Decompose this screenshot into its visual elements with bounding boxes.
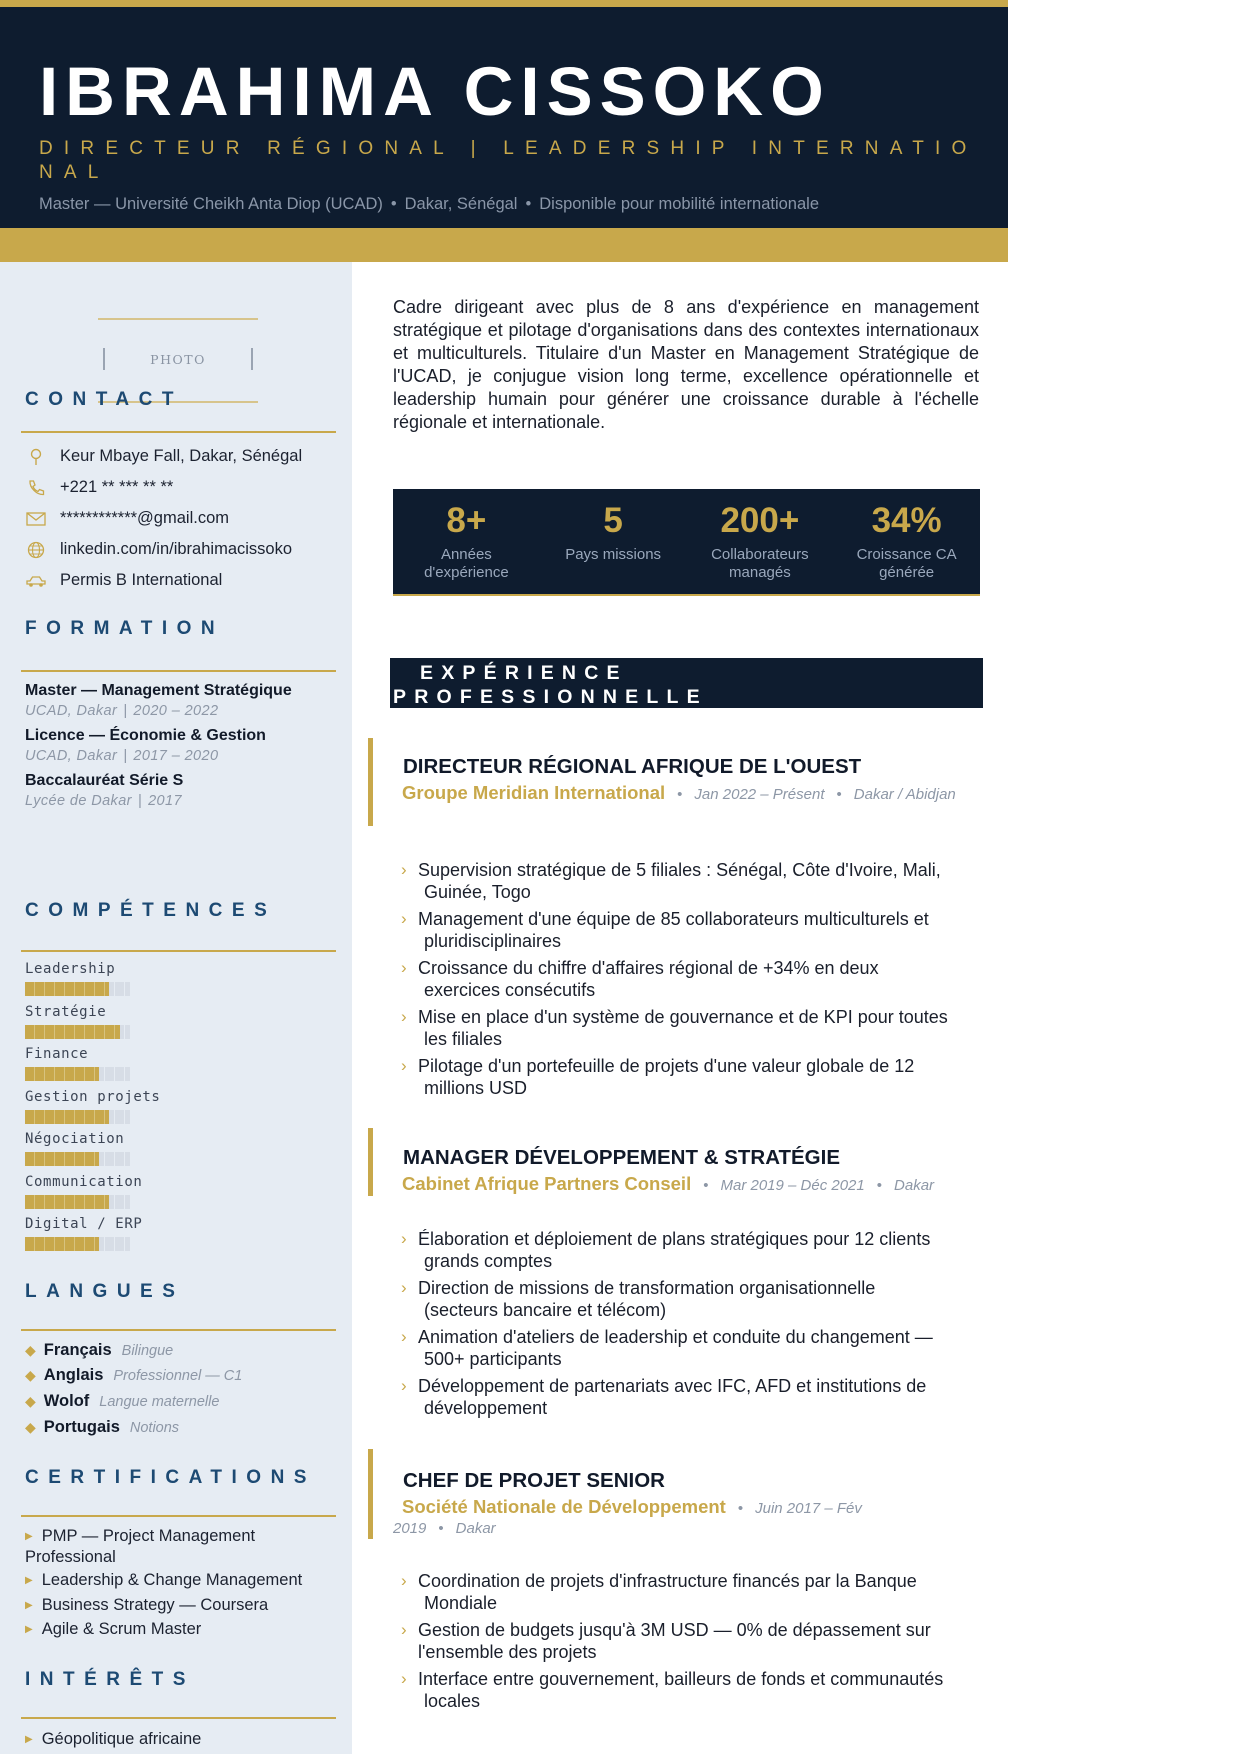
job-bullet: › Management d'une équipe de 85 collaborateurs multiculturels et pluridisciplinaires	[401, 909, 929, 951]
education-school: Lycée de Dakar | 2017	[25, 793, 182, 809]
skill-item	[25, 1175, 142, 1209]
certifications-heading: CERTIFICATIONS	[25, 1467, 316, 1488]
language-level: Professionnel — C1	[113, 1368, 243, 1384]
competences-rule	[21, 950, 336, 952]
profile-summary: Cadre dirigeant avec plus de 8 ans d'expérience en management stratégique et pilotage d'organisations dans des contextes internationaux et multiculturels. Titulaire d'un Master en Management Stratégique de l'UCAD, je conjugue vision long terme, excellence opérationnelle et leadership humain pour générer une croissance durable à l'échelle régionale et internationale.	[393, 297, 979, 432]
job-title: DIRECTEUR RÉGIONAL AFRIQUE DE L'OUEST	[403, 755, 862, 778]
stat-label: Collaborateurs managés	[711, 546, 809, 581]
experience-heading	[390, 658, 983, 708]
job-entry	[368, 1449, 988, 1729]
skill-level-bar	[25, 1067, 130, 1081]
job-meta: Groupe Meridian International • Jan 2022 – Présent • Dakar / Abidjan	[402, 782, 956, 803]
job-accent-bar	[368, 738, 373, 826]
skill-level-bar	[25, 982, 130, 996]
job-dates: Jan 2022 – Présent	[694, 786, 825, 803]
skill-level-fill	[25, 1152, 99, 1166]
certification-item: ▶ Business Strategy — Coursera	[25, 1596, 269, 1614]
job-bullets	[401, 859, 971, 1104]
job-title: MANAGER DÉVELOPPEMENT & STRATÉGIE	[403, 1146, 840, 1169]
skill-level-bar	[25, 1152, 130, 1166]
education-degree: Baccalauréat Série S	[25, 772, 184, 789]
skill-item	[25, 1090, 160, 1124]
contact-email[interactable]	[25, 509, 229, 528]
stat-item	[833, 489, 980, 594]
language-item	[25, 1341, 173, 1360]
job-bullets	[401, 1228, 971, 1424]
bullet-icon: ▶	[25, 1624, 33, 1635]
interest-item: ▶ Géopolitique africaine	[25, 1730, 202, 1748]
stat-item	[540, 489, 687, 594]
experience-heading-text: EXPÉRIENCE PROFESSIONNELLE	[393, 662, 708, 708]
language-name: Portugais	[43, 1418, 120, 1436]
education-school: UCAD, Dakar | 2017 – 2020	[25, 748, 219, 764]
education-item	[25, 728, 266, 764]
diamond-icon: ◆	[25, 1342, 36, 1358]
job-bullet: › Gestion de budgets jusqu'à 3M USD — 0% de dépassement sur l'ensemble des projets	[401, 1620, 931, 1662]
contact-address-text: Keur Mbaye Fall, Dakar, Sénégal	[60, 447, 303, 465]
contact-heading: CONTACT	[25, 389, 183, 410]
header	[0, 7, 1008, 228]
meta-mobility: Disponible pour mobilité internationale	[539, 195, 820, 213]
langues-rule	[21, 1329, 336, 1331]
skill-level-fill	[25, 982, 109, 996]
skill-level-bar	[25, 1025, 130, 1039]
skill-name: Stratégie	[25, 1003, 107, 1020]
job-bullet: › Coordination de projets d'infrastructure financés par la Banque Mondiale	[401, 1571, 917, 1613]
language-name: Anglais	[43, 1366, 104, 1384]
bullet-icon: ▶	[25, 1531, 33, 1542]
stat-value: 5	[603, 501, 623, 540]
meta-education: Master — Université Cheikh Anta Diop (UCAD)	[39, 195, 383, 213]
header-gold-band	[0, 228, 1008, 262]
job-company: Groupe Meridian International	[402, 782, 666, 803]
job-accent-bar	[368, 1449, 373, 1539]
skill-item	[25, 1132, 130, 1166]
skill-item	[25, 1217, 142, 1251]
contact-license	[25, 571, 222, 590]
contact-linkedin-text[interactable]: linkedin.com/in/ibrahimacissoko	[60, 540, 293, 558]
certification-item: ▶ PMP — Project Management Professional	[25, 1527, 256, 1566]
job-bullet: › Interface entre gouvernement, bailleurs de fonds et communautés locales	[401, 1669, 944, 1711]
language-name: Français	[43, 1341, 112, 1359]
langues-heading: LANGUES	[25, 1281, 185, 1302]
stat-label: Pays missions	[565, 546, 662, 563]
contact-phone-text: +221 ** *** ** **	[60, 478, 174, 496]
language-item	[25, 1418, 179, 1437]
contact-phone	[25, 478, 173, 497]
job-accent-bar	[368, 1128, 373, 1196]
candidate-name: IBRAHIMA CISSOKO	[39, 53, 831, 130]
stat-value: 34%	[871, 501, 942, 540]
language-item	[25, 1392, 219, 1411]
map-pin-icon	[25, 448, 47, 466]
key-stats	[393, 489, 980, 596]
job-entry	[368, 738, 988, 1098]
job-bullet: › Animation d'ateliers de leadership et conduite du changement — 500+ participants	[401, 1327, 933, 1369]
phone-icon	[25, 479, 47, 497]
formation-rule	[21, 670, 336, 672]
diamond-icon: ◆	[25, 1393, 36, 1409]
envelope-icon	[25, 510, 47, 528]
competences-heading: COMPÉTENCES	[25, 900, 277, 921]
job-company: Société Nationale de Développement	[402, 1496, 726, 1517]
contact-license-text: Permis B International	[60, 571, 223, 589]
interets-heading: INTÉRÊTS	[25, 1669, 195, 1690]
meta-location: Dakar, Sénégal	[404, 195, 518, 213]
stat-value: 200+	[720, 501, 800, 540]
globe-icon	[25, 541, 47, 559]
job-meta: Société Nationale de Développement • Juin 2017 – Fév 2019 • Dakar	[393, 1496, 862, 1537]
language-level: Notions	[129, 1420, 180, 1436]
bullet-icon: ▶	[25, 1575, 33, 1586]
contact-address	[25, 447, 302, 466]
education-item	[25, 683, 292, 719]
meta-separator: •	[525, 195, 532, 213]
diamond-icon: ◆	[25, 1367, 36, 1383]
job-bullet: › Développement de partenariats avec IFC, AFD et institutions de développement	[401, 1376, 927, 1418]
photo-label: PHOTO	[150, 352, 206, 367]
stat-value: 8+	[446, 501, 487, 540]
skill-level-fill	[25, 1237, 99, 1251]
certification-item: ▶ Agile & Scrum Master	[25, 1620, 202, 1638]
header-meta	[39, 195, 819, 214]
job-bullet: › Direction de missions de transformation organisationnelle (secteurs bancaire et télécom)	[401, 1278, 876, 1320]
skill-name: Digital / ERP	[25, 1216, 143, 1232]
skill-item	[25, 1047, 130, 1081]
bullet-icon: ▶	[25, 1734, 33, 1745]
job-location: Dakar	[894, 1177, 935, 1194]
skill-name: Communication	[25, 1173, 143, 1190]
education-degree: Licence — Économie & Gestion	[25, 727, 266, 744]
stat-item	[393, 489, 540, 594]
skill-level-bar	[25, 1195, 130, 1209]
skill-level-fill	[25, 1195, 109, 1209]
car-icon	[25, 572, 47, 590]
job-title: CHEF DE PROJET SENIOR	[403, 1469, 665, 1492]
job-bullet: › Pilotage d'un portefeuille de projets d'une valeur globale de 12 millions USD	[401, 1056, 915, 1098]
job-bullet: › Mise en place d'un système de gouvernance et de KPI pour toutes les filiales	[401, 1007, 948, 1049]
job-entry	[368, 1128, 988, 1428]
job-meta: Cabinet Afrique Partners Conseil • Mar 2019 – Déc 2021 • Dakar	[402, 1173, 935, 1194]
stat-label: Années d'expérience	[424, 546, 509, 581]
job-location: Dakar	[455, 1520, 496, 1537]
skill-item	[25, 1005, 130, 1039]
job-location: Dakar / Abidjan	[853, 786, 956, 803]
interets-rule	[21, 1717, 336, 1719]
skill-level-fill	[25, 1067, 99, 1081]
skill-name: Finance	[25, 1046, 89, 1062]
education-degree: Master — Management Stratégique	[25, 682, 292, 699]
meta-separator: •	[390, 195, 397, 213]
skill-level-bar	[25, 1237, 130, 1251]
language-level: Bilingue	[121, 1343, 174, 1359]
skill-level-fill	[25, 1025, 120, 1039]
language-name: Wolof	[43, 1392, 90, 1410]
contact-email-text[interactable]: ************@gmail.com	[60, 509, 229, 527]
stat-label: Croissance CA générée	[856, 546, 957, 581]
skill-name: Gestion projets	[25, 1088, 161, 1105]
diamond-icon: ◆	[25, 1419, 36, 1435]
skill-name: Négociation	[25, 1131, 125, 1147]
formation-heading: FORMATION	[25, 618, 225, 639]
job-bullet: › Croissance du chiffre d'affaires régional de +34% en deux exercices consécutifs	[401, 958, 879, 1000]
job-bullet: › Supervision stratégique de 5 filiales : Sénégal, Côte d'Ivoire, Mali, Guinée, Togo	[401, 860, 941, 902]
bullet-icon: ▶	[25, 1600, 33, 1611]
stat-item	[687, 489, 834, 594]
job-dates: Mar 2019 – Déc 2021	[720, 1177, 865, 1194]
skill-level-bar	[25, 1110, 130, 1124]
education-school: UCAD, Dakar | 2020 – 2022	[25, 703, 219, 719]
language-item	[25, 1366, 242, 1385]
job-dates: Juin 2017 – Fév 2019	[393, 1500, 862, 1537]
sidebar	[0, 262, 352, 1754]
education-item	[25, 773, 183, 809]
skill-level-fill	[25, 1110, 109, 1124]
candidate-title: DIRECTEUR RÉGIONAL | LEADERSHIP INTERNATIONAL	[39, 138, 978, 183]
certifications-rule	[21, 1515, 336, 1517]
header-top-line	[0, 0, 1008, 7]
contact-linkedin[interactable]	[25, 540, 292, 559]
job-bullets	[401, 1570, 971, 1717]
contact-rule	[21, 431, 336, 433]
certification-item: ▶ Leadership & Change Management	[25, 1571, 303, 1589]
job-company: Cabinet Afrique Partners Conseil	[402, 1173, 692, 1194]
language-level: Langue maternelle	[99, 1394, 220, 1410]
skill-item	[25, 962, 130, 996]
skill-name: Leadership	[25, 961, 116, 977]
job-bullet: › Élaboration et déploiement de plans stratégiques pour 12 clients grands comptes	[401, 1229, 931, 1271]
